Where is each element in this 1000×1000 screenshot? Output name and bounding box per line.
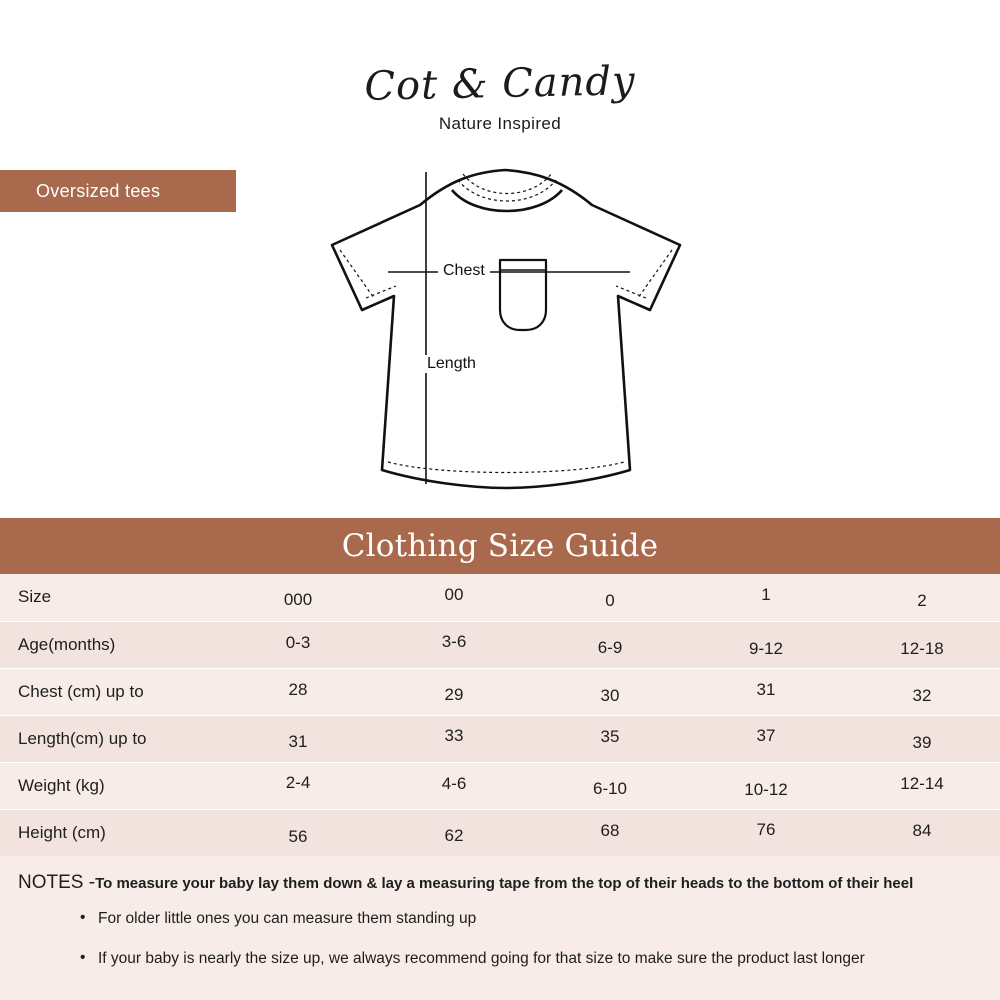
- list-item: • If your baby is nearly the size up, we always recommend going for that size to make sure the product last longer: [98, 950, 982, 968]
- list-item: • For older little ones you can measure them standing up: [98, 910, 982, 928]
- table-cell: 62: [444, 825, 464, 845]
- notes-title: NOTES -: [18, 872, 96, 893]
- table-cell: 12-14: [900, 773, 944, 793]
- table-cell: 4-6: [441, 773, 467, 793]
- row-label: Chest (cm) up to: [0, 668, 220, 715]
- table-cell: 37: [756, 725, 776, 745]
- table-cell: 000: [283, 590, 313, 610]
- table-cell: 68: [600, 820, 620, 840]
- table-cell: 3-6: [441, 631, 467, 651]
- row-label: Weight (kg): [0, 762, 220, 809]
- table-cell: 2: [917, 591, 927, 611]
- table-row: [0, 668, 1000, 715]
- table-cell: 1: [761, 585, 771, 605]
- notes-section: [0, 856, 1000, 1000]
- brand-block: [0, 58, 1000, 134]
- size-table: [0, 574, 1000, 857]
- table-cell: 6-10: [592, 778, 628, 798]
- table-row: [0, 621, 1000, 668]
- table-cell: 84: [912, 820, 932, 840]
- table-cell: 39: [912, 732, 932, 752]
- table-cell: 28: [288, 679, 308, 699]
- table-cell: 30: [600, 685, 620, 705]
- tshirt-illustration: [300, 150, 720, 510]
- table-cell: 0: [605, 591, 615, 611]
- size-guide-title: [0, 518, 1000, 574]
- table-cell: 2-4: [285, 772, 311, 792]
- table-cell: 56: [288, 826, 308, 846]
- table-cell: 0-3: [285, 632, 311, 652]
- tshirt-icon: [300, 150, 720, 510]
- table-cell: 31: [288, 731, 308, 751]
- category-banner: [0, 170, 236, 212]
- table-cell: 9-12: [748, 638, 784, 658]
- length-measure-label: Length: [422, 355, 481, 373]
- table-row: [0, 574, 1000, 621]
- category-banner-label: Oversized tees: [36, 180, 161, 201]
- table-cell: 33: [444, 725, 464, 745]
- table-cell: 76: [756, 819, 776, 839]
- row-label: Length(cm) up to: [0, 715, 220, 762]
- table-cell: 10-12: [744, 779, 788, 799]
- table-row: [0, 809, 1000, 856]
- notes-bullet-list: [18, 910, 982, 968]
- row-label: Size: [0, 574, 220, 621]
- notes-lead: To measure your baby lay them down & lay a measuring tape from the top of their heads to the bottom of their heel: [95, 875, 914, 892]
- size-guide-title-text: Clothing Size Guide: [341, 528, 659, 564]
- table-row: [0, 762, 1000, 809]
- chest-measure-label: Chest: [438, 262, 490, 280]
- table-cell: 00: [444, 585, 464, 605]
- brand-tagline: Nature Inspired: [438, 114, 562, 133]
- brand-name: Cot & Candy: [363, 58, 637, 110]
- row-label: Age(months): [0, 621, 220, 668]
- table-cell: 6-9: [597, 637, 623, 657]
- row-label: Height (cm): [0, 809, 220, 856]
- notes-heading-line: [18, 872, 982, 894]
- table-row: [0, 715, 1000, 762]
- table-cell: 12-18: [900, 638, 944, 658]
- table-cell: 31: [756, 679, 776, 699]
- table-cell: 29: [444, 684, 464, 704]
- table-cell: 35: [600, 726, 620, 746]
- table-cell: 32: [912, 685, 932, 705]
